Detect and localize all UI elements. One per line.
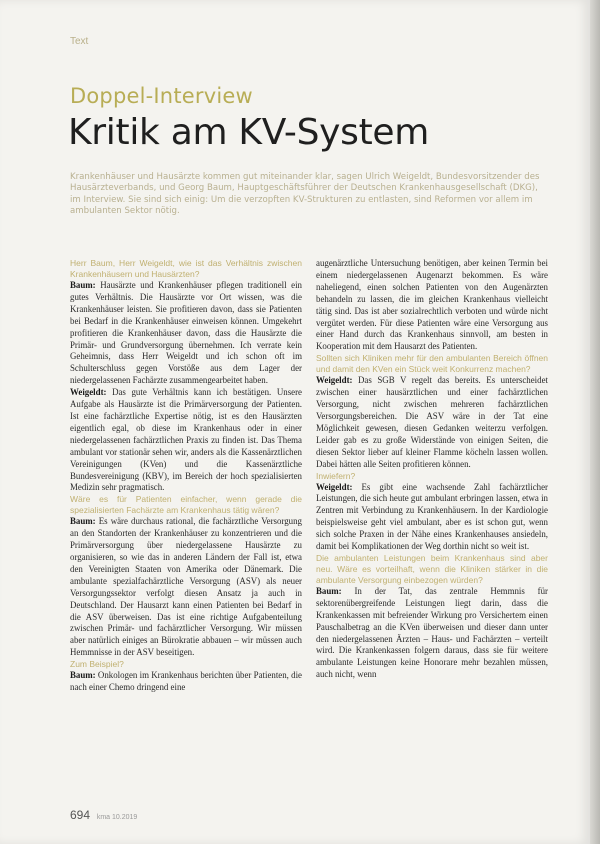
answer-text: In der Tat, das zentrale Hemmnis für sektorenübergreifende Leistungen liegt darin, dass die Krankenkassen mit befreiender Wirkung pro Versichertem einen Pauschalbetrag an die KVen überweisen und dieser dann unter den niedergelassenen Ärzten – Haus- und Fachärzten – verteilt wird. Die Krankenkassen folgern daraus, dass sie für weitere ambulante Leistungen keine Honorare mehr bezahlen müssen, auch nicht, wenn — [316, 585, 548, 680]
page-number: 694 — [70, 808, 91, 822]
interview-question: Herr Baum, Herr Weigeldt, wie ist das Verhältnis zwischen Krankenhäusern und Hausärzten? — [70, 258, 302, 279]
speaker-name: Baum: — [70, 280, 96, 290]
interview-answer — [70, 387, 302, 494]
interview-answer — [316, 482, 548, 553]
interview-question: Die ambulanten Leistungen beim Krankenhaus sind aber neu. Wäre es vorteilhaft, wenn die Kliniken stärker in die ambulante Versorgung einbezogen würden? — [316, 552, 548, 585]
page-footer — [70, 808, 137, 822]
answer-text: Das gute Verhältnis kann ich bestätigen. Unsere Aufgabe als Hausärzte ist die Primärversorgung der Patienten. Ist eine fachärztliche Expertise nötig, ist es den Hausärzten eigentlich egal, ob diese im Krankenhaus oder in einer niedergelassenen fachärztlichen Praxis zu finden ist. Das Thema ambulant vor stationär sehen wir, anders als die Kassenärztlichen Vereinigungen (KVen) und die Kassenärztliche Bundesvereinigung (KBV), im Bereich der hoch spezialisierten Medizin sehr pragmatisch. — [70, 387, 302, 493]
magazine-name: kma 10.2019 — [96, 814, 138, 821]
left-text-column — [70, 258, 302, 694]
article-kicker: Doppel-Interview — [70, 84, 253, 108]
answer-text: Onkologen im Krankenhaus berichten über Patienten, die nach einer Chemo dringend eine — [70, 670, 302, 693]
article-title: Kritik am KV-System — [68, 112, 430, 153]
speaker-name: Weigeldt: — [70, 387, 107, 398]
speaker-name: Weigeldt: — [316, 481, 353, 492]
section-label: Text — [70, 36, 89, 47]
interview-answer — [70, 280, 302, 387]
interview-question: Inwiefern? — [316, 470, 356, 481]
answer-text: Es gibt eine wachsende Zahl fachärztlicher Leistungen, die sich heute gut ambulant erbringen lassen, etwa in Zentren mit Verbindung zu Krankenhäusern. In der Kardiologie beispielsweise geht viel ambulant, aber es ist schon gut, wenn sich solche Praxen in der Nähe eines Krankenhauses ansiedeln, damit bei Komplikationen der Weg dorthin nicht so weit ist. — [316, 481, 548, 552]
interview-question: Sollten sich Kliniken mehr für den ambulanten Bereich öffnen und damit den KVen ein Stück weit Konkurrenz machen? — [316, 353, 548, 375]
speaker-name: Baum: — [316, 585, 342, 596]
interview-answer — [316, 586, 548, 681]
interview-question: Wäre es für Patienten einfacher, wenn gerade die spezialisierten Fachärzte am Krankenhaus tätig wären? — [70, 494, 302, 516]
interview-answer — [316, 375, 548, 470]
answer-text: Hausärzte und Krankenhäuser pflegen traditionell ein gutes Verhältnis. Die Hausärzte vor Ort wissen, was die Krankenhäuser leisten. Sie profitieren davon, dass sie Patienten bei Bedarf in die Krankenhäuser einweisen können. Umgekehrt profitieren die Krankenhäuser davon, dass die Hausärzte die Primär- und Grundversorgung übernehmen. Ich verrate kein Geheimnis, dass Herr Weigeldt und ich schon oft im Schulterschluss gegen Vorstöße aus dem Lager der niedergelassenen Fachärzte zusammengearbeitet haben. — [70, 280, 302, 386]
speaker-name: Baum: — [70, 670, 96, 681]
answer-text: Es wäre durchaus rational, die fachärztliche Versorgung an den Standorten der Krankenhäuser zu konzentrieren und die Primärversorgung über niedergelassene Hausärzte zu organisieren, so wie das in anderen Ländern der Fall ist, etwa den Vereinigten Staaten von Amerika oder Dänemark. Die ambulante spezialfachärztliche Versorgung (ASV) als neuer Versorgungssektor verfolgt diesen Ansatz ja auch in Deutschland. Der Hausarzt kann einen Patienten bei Bedarf in die ASV überweisen. Das ist eine richtige Aufgabenteilung zwischen Primär- und fachärztlicher Versorgung. Wir müssen aber natürlich einiges an Bürokratie abbauen – wir müssen auch Hemmnisse in der ASV beseitigen. — [70, 516, 302, 658]
speaker-name: Weigeldt: — [316, 375, 353, 386]
article-lead: Krankenhäuser und Hausärzte kommen gut miteinander klar, sagen Ulrich Weigeldt, Bundesvorsitzender des Hausärzteverbands, und Georg Baum, Hauptgeschäftsführer der Deutschen Krankenhausgesellschaft (DKG), im Interview. Sie sind sich einig: Um die verzopften KV-Strukturen zu entlasten, sind Reformen vor allem im ambulanten Sektor nötig. — [70, 172, 540, 217]
answer-text: augenärztliche Untersuchung benötigen, aber keinen Termin bei einem niedergelassenen Augenarzt bekommen. Es wäre naheliegend, einen solchen Patienten von den Augenärzten behandeln zu lassen, die im gleichen Krankenhaus vielleicht tätig sind. Das ist aber sozialrechtlich verboten und würde nicht vergütet werden. Für diese Patienten wäre eine Versorgung aus einer Hand durch das Krankenhaus sinnvoll, am besten in Kooperation mit dem Hausarzt des Patienten. — [316, 258, 548, 352]
interview-question: Zum Beispiel? — [70, 659, 124, 670]
page-edge — [590, 0, 600, 844]
interview-answer — [316, 258, 548, 353]
speaker-name: Baum: — [70, 516, 96, 527]
right-text-column — [316, 258, 548, 681]
interview-answer — [70, 516, 302, 659]
answer-text: Das SGB V regelt das bereits. Es unterscheidet zwischen einer hausärztlichen und einer fachärztlichen Versorgung, nicht zwischen mehreren fachärztlichen Versorgungsbereichen. Die ASV wäre in der Tat eine Möglichkeit gewesen, diesen Gedanken weiterzu verfolgen. Leider gab es zu große Widerstände von einigen Seiten, die diesen Sektor lieber auf kleiner Flamme köcheln lassen wollen. Dabei hätten alle Seiten profitieren können. — [316, 375, 548, 469]
interview-answer — [70, 670, 302, 694]
